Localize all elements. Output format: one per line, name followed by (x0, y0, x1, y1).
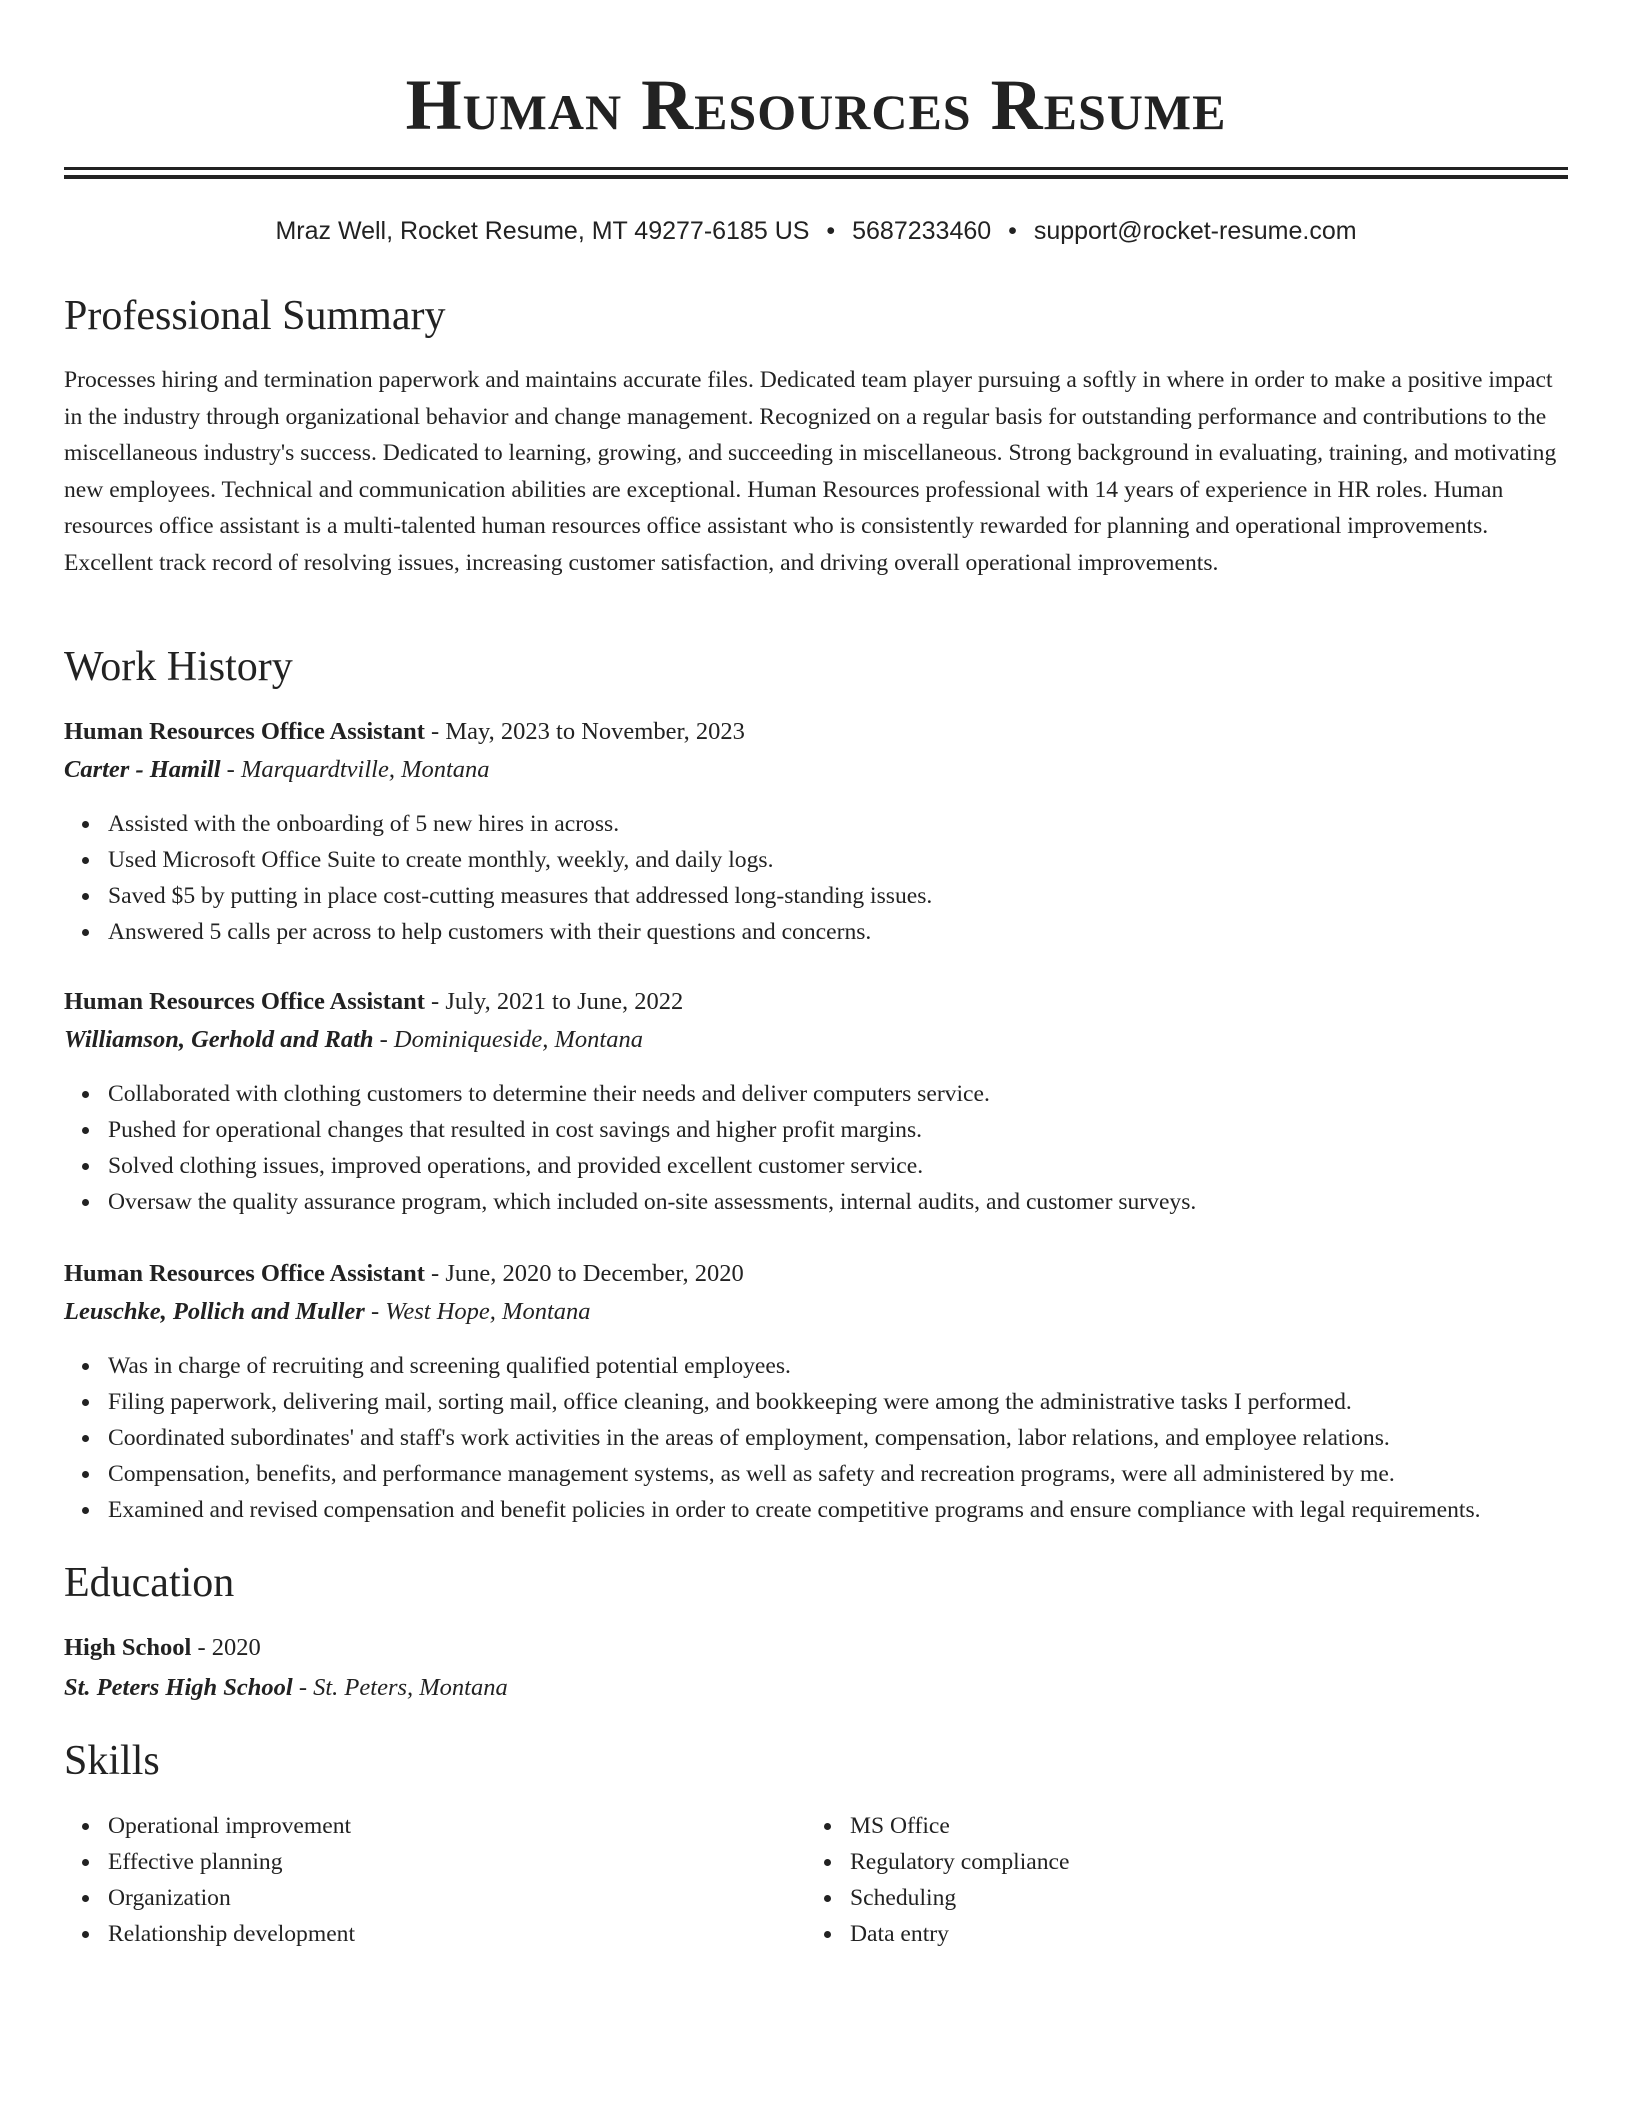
resume-page (64, 0, 1568, 1947)
job-title: Human Resources Office Assistant (64, 718, 425, 745)
title-rule-bottom (64, 175, 1568, 179)
skill-item: Organization (108, 1880, 1588, 1916)
job-bullets (64, 1076, 1588, 1220)
list-item: Collaborated with clothing customers to determine their needs and deliver computers service. (108, 1076, 1588, 1112)
resume-title: Human Resources Resume (405, 65, 1227, 145)
education-year: - 2020 (191, 1634, 261, 1661)
list-item: Examined and revised compensation and benefit policies in order to create competitive programs and ensure compliance with legal requirements. (108, 1492, 1588, 1528)
list-item: Was in charge of recruiting and screening qualified potential employees. (108, 1348, 1588, 1384)
skill-item: Regulatory compliance (850, 1844, 1632, 1880)
job-location: - Dominiqueside, Montana (373, 1026, 643, 1053)
contact-line (64, 214, 1568, 248)
job-company: Williamson, Gerhold and Rath (64, 1026, 374, 1053)
education-degree: High School (64, 1634, 192, 1661)
education-degree-line (64, 1630, 261, 1666)
job-location: - West Hope, Montana (364, 1298, 591, 1325)
list-item: Compensation, benefits, and performance management systems, as well as safety and recreation programs, were all administered by me. (108, 1456, 1588, 1492)
job-dates: - May, 2023 to November, 2023 (424, 718, 745, 745)
education-heading: Education (64, 1560, 235, 1606)
job-title: Human Resources Office Assistant (64, 1260, 425, 1287)
job-bullets (64, 806, 1588, 950)
skill-item: Operational improvement (108, 1808, 1588, 1844)
job-company: Leuschke, Pollich and Muller (64, 1298, 365, 1325)
skills-list-right (806, 1808, 1632, 1952)
separator-dot: • (1008, 217, 1017, 245)
contact-address: Mraz Well, Rocket Resume, MT 49277-6185 US (275, 217, 810, 245)
job-employer (64, 1022, 643, 1058)
summary-heading: Professional Summary (64, 293, 446, 339)
job-employer (64, 752, 490, 788)
skill-item: Data entry (850, 1916, 1632, 1952)
list-item: Pushed for operational changes that resulted in cost savings and higher profit margins. (108, 1112, 1588, 1148)
contact-phone: 5687233460 (852, 217, 992, 245)
job-header (64, 714, 745, 750)
list-item: Coordinated subordinates' and staff's work activities in the areas of employment, compensation, labor relations, and employee relations. (108, 1420, 1588, 1456)
job-header (64, 1256, 744, 1292)
separator-dot: • (826, 217, 836, 245)
job-title: Human Resources Office Assistant (64, 988, 425, 1015)
skills-heading: Skills (64, 1738, 160, 1784)
job-header (64, 984, 683, 1020)
list-item: Filing paperwork, delivering mail, sorting mail, office cleaning, and bookkeeping were among the administrative tasks I performed. (108, 1384, 1588, 1420)
title-rule-top (64, 167, 1568, 170)
list-item: Answered 5 calls per across to help customers with their questions and concerns. (108, 914, 1588, 950)
job-dates: - July, 2021 to June, 2022 (424, 988, 684, 1015)
list-item: Saved $5 by putting in place cost-cutting measures that addressed long-standing issues. (108, 878, 1588, 914)
job-employer (64, 1294, 591, 1330)
education-school: St. Peters High School (64, 1674, 293, 1701)
job-location: - Marquardtville, Montana (220, 756, 490, 783)
list-item: Solved clothing issues, improved operations, and provided excellent customer service. (108, 1148, 1588, 1184)
education-location: - St. Peters, Montana (292, 1674, 508, 1701)
education-school-line (64, 1670, 508, 1706)
skill-item: MS Office (850, 1808, 1632, 1844)
skill-item: Effective planning (108, 1844, 1588, 1880)
summary-text: Processes hiring and termination paperwork and maintains accurate files. Dedicated team player pursuing a softly in where in order to make a positive impact in the industry through organizational behavior and change management. Recognized on a regular basis for outstanding performance and contributions to the miscellaneous industry's success. Dedicated to learning, growing, and succeeding in miscellaneous. Strong background in evaluating, training, and motivating new employees. Technical and communication abilities are exceptional. Human Resources professional with 14 years of experience in HR roles. Human resources office assistant is a multi-talented human resources office assistant who is consistently rewarded for planning and operational improvements. Excellent track record of resolving issues, increasing customer satisfaction, and driving overall operational improvements. (64, 367, 1557, 576)
contact-email: support@rocket-resume.com (1033, 217, 1357, 245)
job-bullets (64, 1348, 1588, 1528)
list-item: Used Microsoft Office Suite to create monthly, weekly, and daily logs. (108, 842, 1588, 878)
skill-item: Relationship development (108, 1916, 1588, 1952)
work-history-heading: Work History (64, 644, 293, 690)
job-dates: - June, 2020 to December, 2020 (424, 1260, 744, 1287)
job-company: Carter - Hamill (64, 756, 221, 783)
list-item: Assisted with the onboarding of 5 new hires in across. (108, 806, 1588, 842)
skill-item: Scheduling (850, 1880, 1632, 1916)
list-item: Oversaw the quality assurance program, which included on-site assessments, internal audits, and customer surveys. (108, 1184, 1588, 1220)
